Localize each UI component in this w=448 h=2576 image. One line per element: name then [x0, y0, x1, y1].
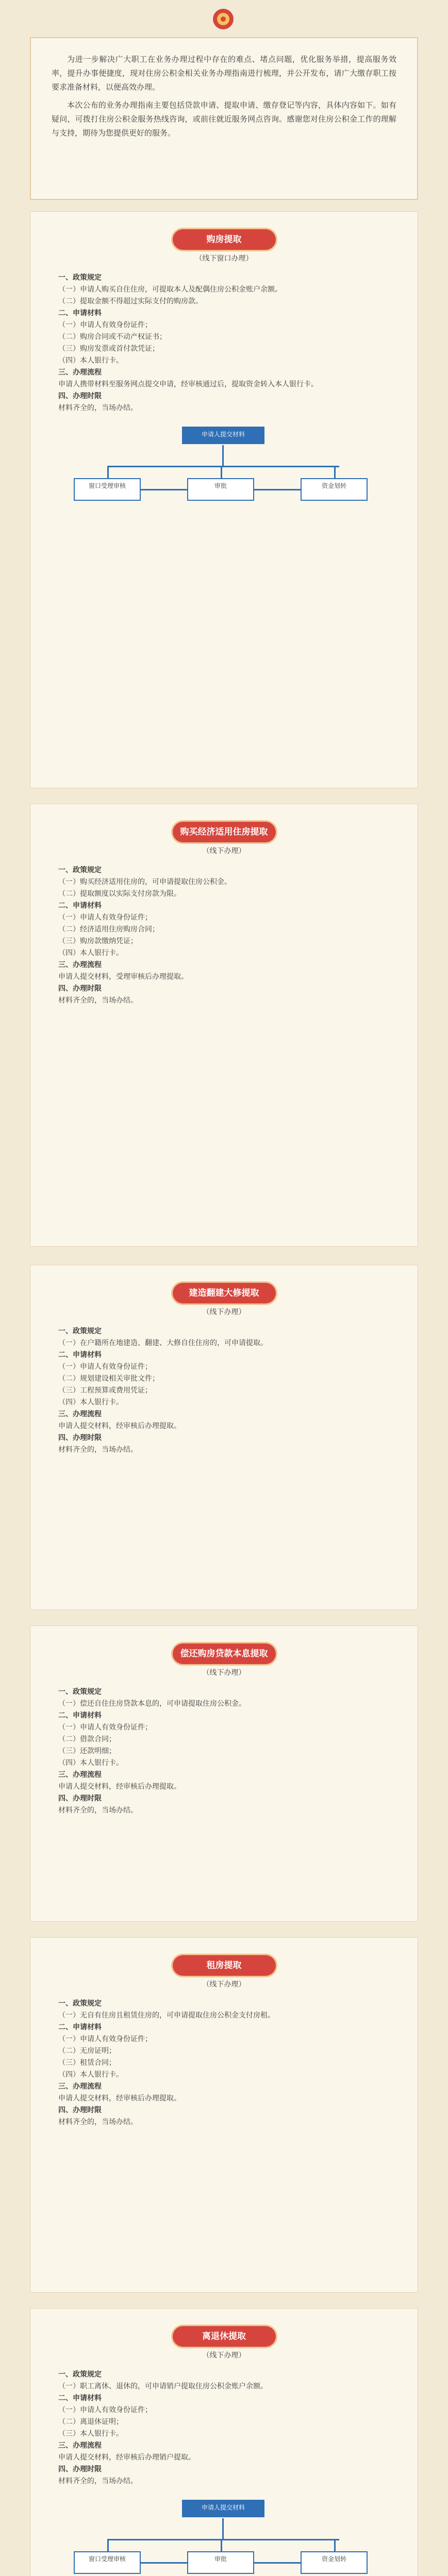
- section-text-line: （一）申请人有效身份证件；: [58, 1363, 152, 1371]
- section-text-line: 二、申请材料: [58, 1351, 102, 1359]
- section-text-line: 材料齐全的，当场办结。: [58, 1446, 138, 1454]
- section-text-line: （二）无房证明；: [58, 2047, 116, 2055]
- section-subtitle: （线下窗口办理）: [195, 255, 253, 263]
- flowchart-node: 资金划转: [301, 2551, 368, 2574]
- flowchart-connector: [141, 489, 187, 490]
- flowchart-connector: [107, 2539, 109, 2551]
- section-text-line: 材料齐全的，当场办结。: [58, 2118, 138, 2126]
- section-text-line: 材料齐全的，当场办结。: [58, 404, 138, 412]
- section-text-line: （一）申请人有效身份证件；: [58, 2406, 152, 2414]
- flowchart-node: 申请人提交材料: [182, 427, 264, 444]
- flowchart: [58, 2495, 390, 2576]
- flowchart: [58, 421, 390, 530]
- notice-paragraph: 本次公布的业务办理指南主要包括贷款申请、提取申请、缴存登记等内容，具体内容如下。如有疑问，可拨打住房公积金服务热线咨询，或前往就近服务网点咨询。感谢您对住房公积金工作的理解与支持，期待为您提供更好的服务。: [52, 100, 396, 138]
- section-text-line: （三）本人银行卡。: [58, 2430, 123, 2438]
- notice-box: [30, 37, 418, 200]
- section-text-line: 申请人提交材料，经审核后办理提取。: [58, 2094, 181, 2103]
- flowchart-connector: [334, 2539, 336, 2551]
- section-text-line: 二、申请材料: [58, 1711, 102, 1720]
- section-subtitle: （线下办理）: [202, 2351, 246, 2360]
- section-text-line: （一）在户籍所在地建造、翻建、大修自住住房的，可申请提取。: [58, 1339, 268, 1347]
- flowchart-node: 申请人提交材料: [182, 2500, 264, 2517]
- flowchart-connector: [254, 2562, 301, 2564]
- section-text-line: 二、申请材料: [58, 2394, 102, 2402]
- section-title: 购买经济适用住房提取: [173, 822, 276, 842]
- section-text-line: 四、办理时限: [58, 2465, 102, 2473]
- flowchart-connector: [107, 466, 339, 467]
- section-title: 购房提取: [173, 229, 276, 250]
- flowchart-connector: [107, 466, 109, 478]
- section-text-line: 三、办理流程: [58, 1771, 102, 1779]
- section-text-line: （二）经济适用住房购房合同；: [58, 925, 159, 934]
- flowchart-connector: [221, 466, 222, 478]
- section-text-line: （四）本人银行卡。: [58, 949, 123, 957]
- section-text-line: （四）本人银行卡。: [58, 2071, 123, 2079]
- section-text-line: （一）申请人有效身份证件；: [58, 913, 152, 922]
- flowchart-connector: [254, 489, 301, 490]
- section-subtitle: （线下办理）: [202, 1980, 246, 1989]
- section-text-line: （一）偿还自住住房贷款本息的，可申请提取住房公积金。: [58, 1700, 246, 1708]
- section-text-line: 三、办理流程: [58, 961, 102, 969]
- flowchart-node: 审批: [187, 478, 254, 501]
- section-title: 离退休提取: [173, 2326, 276, 2347]
- section-text-line: 三、办理流程: [58, 2082, 102, 2091]
- section-text-line: 申请人提交材料，经审核后办理提取。: [58, 1422, 181, 1430]
- flowchart-node: 审批: [187, 2551, 254, 2574]
- section-text-line: （二）提取金额不得超过实际支付的购房款。: [58, 297, 203, 306]
- section-panel: [30, 2308, 418, 2576]
- section-text-line: 申请人提交材料，受理审核后办理提取。: [58, 973, 188, 981]
- section-text-line: 材料齐全的，当场办结。: [58, 996, 138, 1005]
- section-text-line: （三）还款明细；: [58, 1747, 116, 1755]
- section-text-line: （二）规划建设相关审批文件；: [58, 1375, 159, 1383]
- section-text-line: （四）本人银行卡。: [58, 1759, 123, 1767]
- section-text-line: 二、申请材料: [58, 309, 102, 317]
- section-panel: [30, 1265, 418, 1610]
- section-text-line: 二、申请材料: [58, 902, 102, 910]
- section-text-line: （一）申请人有效身份证件；: [58, 2035, 152, 2043]
- section-subtitle: （线下办理）: [202, 1669, 246, 1677]
- section-text-line: 四、办理时限: [58, 392, 102, 400]
- section-text-line: 一、政策规定: [58, 1327, 102, 1335]
- section-title: 租房提取: [173, 1955, 276, 1976]
- section-text-line: （一）申请人有效身份证件；: [58, 321, 152, 329]
- section-text-line: 四、办理时限: [58, 2106, 102, 2114]
- flowchart-connector: [222, 445, 224, 466]
- notice-paragraph: 为进一步解决广大职工在业务办理过程中存在的难点、堵点问题，优化服务举措，提高服务效率，提升办事便捷度，现对住房公积金相关业务办理指南进行梳理，并公开发布，请广大缴存职工按要求准备材料，以便高效办理。: [52, 55, 396, 92]
- section-title: 偿还购房贷款本息提取: [173, 1643, 276, 1664]
- section-text-line: （四）本人银行卡。: [58, 357, 123, 365]
- section-text-line: 材料齐全的，当场办结。: [58, 2477, 138, 2485]
- flowchart-node: 窗口受理审核: [74, 2551, 141, 2574]
- section-text-line: （三）购房发票或首付款凭证；: [58, 345, 159, 353]
- flowchart-node: 资金划转: [301, 478, 368, 501]
- section-subtitle: （线下办理）: [202, 847, 246, 855]
- section-text-line: 四、办理时限: [58, 1434, 102, 1442]
- section-title: 建造翻建大修提取: [173, 1283, 276, 1303]
- section-text-line: 申请人提交材料，经审核后办理提取。: [58, 1783, 181, 1791]
- section-text-line: 二、申请材料: [58, 2023, 102, 2031]
- section-text-line: 一、政策规定: [58, 2370, 102, 2379]
- section-text-line: （二）提取额度以实际支付房款为限。: [58, 890, 181, 898]
- section-text-line: （三）租赁合同；: [58, 2059, 116, 2067]
- section-text-line: 一、政策规定: [58, 866, 102, 874]
- flowchart-connector: [141, 2562, 187, 2564]
- section-text-line: （二）借款合同；: [58, 1735, 116, 1743]
- section-text-line: 三、办理流程: [58, 1410, 102, 1418]
- flowchart-connector: [334, 466, 336, 478]
- section-text-line: 三、办理流程: [58, 368, 102, 377]
- section-text-line: 申请人携带材料至服务网点提交申请，经审核通过后，提取资金转入本人银行卡。: [58, 380, 318, 388]
- section-text-line: （一）申请人购买自住住房，可提取本人及配偶住房公积金账户余额。: [58, 285, 282, 294]
- section-panel: [30, 804, 418, 1247]
- section-text-line: （二）离退休证明；: [58, 2418, 123, 2426]
- section-text-line: 申请人提交材料，经审核后办理销户提取。: [58, 2453, 195, 2462]
- logo-icon: [211, 7, 235, 31]
- flowchart-connector: [222, 2518, 224, 2539]
- section-text-line: （二）购房合同或不动产权证书；: [58, 333, 167, 341]
- section-text-line: 一、政策规定: [58, 1999, 102, 2008]
- section-text-line: 三、办理流程: [58, 2442, 102, 2450]
- section-text-line: （一）无自有住房且租赁住房的，可申请提取住房公积金支付房租。: [58, 2011, 275, 2020]
- section-text-line: 一、政策规定: [58, 274, 102, 282]
- section-panel: [30, 1937, 418, 2293]
- section-text-line: （三）工程预算或费用凭证；: [58, 1386, 152, 1395]
- section-text-line: 材料齐全的，当场办结。: [58, 1806, 138, 1815]
- section-panel: [30, 211, 418, 788]
- flowchart-connector: [221, 2539, 222, 2551]
- section-text-line: （一）申请人有效身份证件；: [58, 1723, 152, 1732]
- flowchart-connector: [107, 2539, 339, 2540]
- section-text-line: 一、政策规定: [58, 1688, 102, 1696]
- section-text-line: 四、办理时限: [58, 985, 102, 993]
- section-text-line: （一）购买经济适用住房的，可申请提取住房公积金。: [58, 878, 231, 886]
- flowchart-node: 窗口受理审核: [74, 478, 141, 501]
- section-text-line: （四）本人银行卡。: [58, 1398, 123, 1406]
- section-text-line: （一）职工离休、退休的，可申请销户提取住房公积金账户余额。: [58, 2382, 268, 2391]
- section-text-line: （三）购房款缴纳凭证；: [58, 937, 138, 945]
- section-subtitle: （线下办理）: [202, 1308, 246, 1316]
- section-text-line: 四、办理时限: [58, 1794, 102, 1803]
- section-panel: [30, 1625, 418, 1922]
